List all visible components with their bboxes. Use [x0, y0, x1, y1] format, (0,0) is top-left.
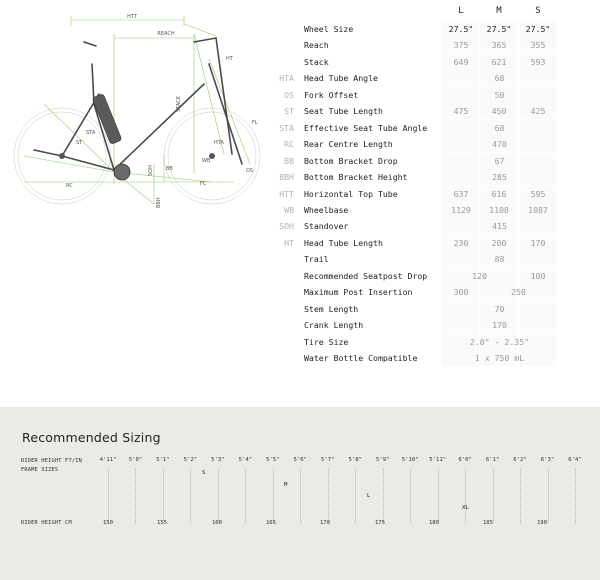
frame-sizes-label: FRAME SIZES — [21, 467, 59, 473]
row-value-l: 475 — [453, 106, 469, 117]
row-abbreviation: OS — [284, 89, 294, 100]
height-guide-line — [438, 468, 439, 523]
row-abbreviation: ST — [284, 106, 294, 117]
row-abbreviation: RC — [284, 139, 294, 150]
height-guide-line — [383, 468, 384, 523]
geometry-row — [0, 153, 600, 169]
cm-tick-label: 190 — [536, 520, 548, 526]
geometry-row — [0, 186, 600, 202]
geometry-row — [0, 136, 600, 152]
geometry-row — [0, 301, 600, 317]
row-abbreviation: BBH — [279, 172, 294, 183]
row-label: Wheelbase — [304, 204, 349, 215]
height-guide-line — [493, 468, 494, 523]
geometry-row — [0, 21, 600, 37]
row-value-all-sizes: 68 — [494, 73, 505, 84]
row-label: Head Tube Length — [304, 237, 383, 248]
ft-tick-label: 6'0" — [458, 457, 472, 463]
geometry-row — [0, 54, 600, 70]
row-value-s: 595 — [530, 188, 546, 199]
ft-tick-label: 5'3" — [211, 457, 225, 463]
row-label: Head Tube Angle — [304, 73, 378, 84]
row-value-s: 1087 — [528, 204, 548, 215]
row-value-all-sizes: 1 x 750 mL — [474, 353, 525, 363]
size-heading-m: M — [496, 6, 502, 16]
row-label: Recommended Seatpost Drop — [304, 270, 428, 281]
diagram-label-fc: FC — [200, 181, 207, 187]
row-label: Stem Length — [304, 303, 359, 314]
row-value-l: 230 — [453, 237, 469, 248]
geometry-row — [0, 202, 600, 218]
height-guide-line — [548, 468, 549, 523]
row-label: Effective Seat Tube Angle — [304, 122, 428, 133]
ft-tick-label: 5'5" — [266, 457, 280, 463]
row-label: Stack — [304, 56, 329, 67]
sizing-title: Recommended Sizing — [22, 430, 161, 445]
row-abbreviation: HT — [284, 237, 294, 248]
frame-size-mark-s: S — [202, 470, 206, 476]
geometry-row — [0, 284, 600, 300]
cm-tick-label: 150 — [102, 520, 114, 526]
ft-tick-label: 5'8" — [348, 457, 362, 463]
diagram-label-fl: FL — [252, 120, 258, 126]
row-label: Maximum Post Insertion — [304, 287, 413, 298]
geometry-row — [0, 70, 600, 86]
ft-tick-label: 6'1" — [485, 457, 500, 463]
height-guide-line — [245, 468, 246, 523]
row-value-l: 27.5" — [448, 24, 474, 34]
diagram-label-htt: HTT — [127, 14, 137, 20]
row-value-m: 450 — [491, 106, 507, 117]
cm-tick-label: 185 — [482, 520, 494, 526]
row-label: Crank Length — [304, 320, 364, 331]
ft-tick-label: 5'7" — [321, 457, 335, 463]
row-value-l: 637 — [453, 188, 469, 199]
row-value-all-sizes: 285 — [492, 172, 507, 183]
rider-height-ft-label: RIDER HEIGHT FT/IN — [21, 458, 83, 464]
height-guide-line — [135, 468, 136, 523]
row-label: Reach — [304, 40, 329, 51]
geometry-row — [0, 350, 600, 366]
row-value-all-sizes: 88 — [494, 254, 505, 265]
ft-tick-label: 5'6" — [293, 457, 308, 463]
row-label: Standover — [304, 221, 349, 232]
diagram-label-bb: BB — [166, 166, 173, 172]
row-value-s: 425 — [530, 106, 546, 117]
height-guide-line — [218, 468, 219, 523]
height-guide-line — [328, 468, 329, 523]
row-label: Tire Size — [304, 336, 349, 347]
row-value-m: 27.5" — [486, 24, 512, 34]
frame-size-mark-m: M — [284, 482, 288, 488]
cm-tick-label: 175 — [374, 520, 386, 526]
row-value-l-m: 120 — [472, 270, 487, 281]
row-value-all-sizes: 470 — [492, 139, 507, 150]
recommended-sizing-panel — [0, 407, 600, 580]
diagram-label-bbh: BBH — [156, 197, 162, 208]
ft-tick-label: 5'10" — [401, 457, 419, 463]
height-guide-line — [163, 468, 164, 523]
diagram-label-sta: STA — [86, 130, 96, 136]
ft-tick-label: 5'1" — [156, 457, 170, 463]
row-value-l: 649 — [453, 56, 469, 67]
row-label: Trail — [304, 254, 329, 265]
cm-tick-label: 170 — [319, 520, 331, 526]
row-label: Wheel Size — [304, 24, 354, 34]
rider-height-cm-label: RIDER HEIGHT CM — [21, 520, 72, 526]
height-guide-line — [465, 468, 466, 523]
ft-tick-label: 4'11" — [99, 457, 117, 463]
row-label: Fork Offset — [304, 89, 359, 100]
diagram-label-soh: SOH — [148, 165, 154, 176]
diagram-label-hta: HTA — [214, 140, 224, 146]
ft-tick-label: 5'2" — [183, 457, 198, 463]
row-abbreviation: WB — [284, 204, 294, 215]
row-value-m-s: 250 — [511, 287, 526, 298]
row-value-s: 355 — [530, 40, 546, 51]
row-value-m: 200 — [491, 237, 507, 248]
row-value-s: 27.5" — [525, 24, 551, 34]
height-guide-line — [190, 468, 191, 523]
size-heading-l: L — [458, 6, 464, 16]
row-value-all-sizes: 50 — [494, 89, 505, 100]
row-label: Horizontal Top Tube — [304, 188, 398, 199]
ft-tick-label: 6'4" — [568, 457, 582, 463]
row-value-s: 593 — [530, 56, 546, 67]
row-value-m: 365 — [491, 40, 507, 51]
row-value-all-sizes: 68 — [494, 122, 505, 133]
height-guide-line — [355, 468, 356, 523]
row-value-s: 170 — [530, 237, 546, 248]
ft-tick-label: 5'9" — [375, 457, 390, 463]
row-label: Bottom Bracket Drop — [304, 155, 398, 166]
geometry-row — [0, 37, 600, 53]
size-heading-s: S — [535, 6, 541, 16]
cm-tick-label: 180 — [428, 520, 440, 526]
height-guide-line — [520, 468, 521, 523]
height-guide-line — [575, 468, 576, 523]
row-value-s: 100 — [530, 270, 546, 281]
diagram-label-wb: WB — [202, 158, 211, 164]
diagram-label-ht: HT — [226, 56, 233, 62]
ft-tick-label: 6'3" — [540, 457, 555, 463]
geometry-row — [0, 268, 600, 284]
row-value-m: 616 — [491, 188, 507, 199]
row-abbreviation: BB — [284, 155, 294, 166]
geometry-row — [0, 235, 600, 251]
height-guide-line — [410, 468, 411, 523]
row-value-l: 1129 — [451, 204, 471, 215]
row-value-all-sizes: 415 — [492, 221, 507, 232]
row-value-l: 300 — [453, 287, 469, 298]
geometry-row — [0, 317, 600, 333]
cm-tick-label: 160 — [211, 520, 223, 526]
frame-size-mark-xl: XL — [462, 505, 469, 511]
row-label: Bottom Bracket Height — [304, 172, 408, 183]
height-guide-line — [108, 468, 109, 523]
row-value-all-sizes: 2.0" - 2.35" — [469, 336, 530, 347]
row-value-l: 375 — [453, 40, 469, 51]
diagram-label-reach: REACH — [157, 31, 175, 37]
geometry-row — [0, 120, 600, 136]
size-header-row — [0, 6, 600, 20]
row-value-all-sizes: 170 — [492, 320, 507, 331]
height-guide-line — [273, 468, 274, 523]
diagram-label-st: ST — [76, 140, 83, 146]
row-value-m: 1108 — [489, 204, 509, 215]
height-guide-line — [300, 468, 301, 523]
geometry-row — [0, 251, 600, 267]
ft-tick-label: 6'2" — [513, 457, 527, 463]
row-label: Rear Centre Length — [304, 139, 393, 150]
row-abbreviation: HTT — [279, 188, 294, 199]
geometry-row — [0, 87, 600, 103]
ft-tick-label: 5'0" — [128, 457, 143, 463]
row-abbreviation: SOH — [279, 221, 294, 232]
diagram-label-stack: STACK — [176, 96, 182, 112]
row-abbreviation: HTA — [279, 73, 294, 84]
diagram-label-rc: RC — [66, 183, 73, 189]
geometry-row — [0, 218, 600, 234]
row-value-all-sizes: 67 — [494, 155, 505, 166]
row-label: Water Bottle Compatible — [304, 353, 418, 363]
row-value-m: 621 — [491, 56, 507, 67]
cm-tick-label: 165 — [265, 520, 277, 526]
diagram-label-os: OS — [246, 168, 254, 174]
frame-size-mark-l: L — [367, 493, 371, 499]
ft-tick-label: 5'4" — [238, 457, 253, 463]
geometry-row — [0, 334, 600, 350]
ft-tick-label: 5'11" — [429, 457, 447, 463]
geometry-row — [0, 169, 600, 185]
row-label: Seat Tube Length — [304, 106, 383, 117]
row-abbreviation: STA — [279, 122, 294, 133]
cm-tick-label: 155 — [156, 520, 168, 526]
row-value-all-sizes: 70 — [494, 303, 505, 314]
geometry-row — [0, 103, 600, 119]
